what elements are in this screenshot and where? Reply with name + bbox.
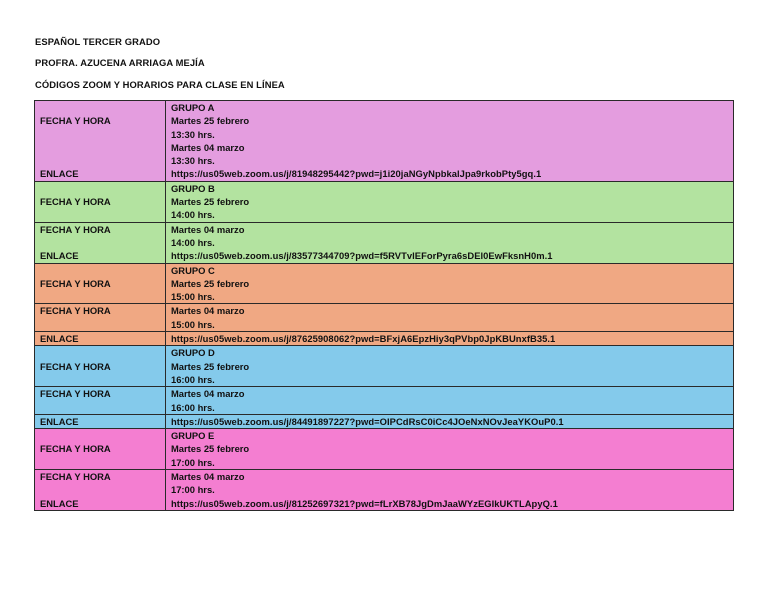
content-cell — [166, 470, 734, 511]
content-cell — [166, 101, 734, 182]
enlace-label: ENLACE — [40, 497, 79, 509]
fecha-hora-label: FECHA Y HORA — [40, 471, 111, 483]
content-cell — [166, 429, 734, 470]
label-cell — [35, 263, 166, 304]
table-row — [35, 387, 734, 415]
table-row — [35, 414, 734, 428]
zoom-link[interactable]: https://us05web.zoom.us/j/83577344709?pwd=f5RVTvlEForPyra6sDEl0EwFksnH0m.1 — [171, 250, 553, 262]
zoom-link[interactable]: https://us05web.zoom.us/j/81252697321?pwd=fLrXB78JgDmJaaWYzEGIkUKTLApyQ.1 — [171, 497, 558, 509]
session2-date: Martes 04 marzo — [171, 141, 245, 153]
session2-date: Martes 04 marzo — [171, 471, 245, 483]
fecha-hora-label: FECHA Y HORA — [40, 196, 111, 208]
group-name: GRUPO E — [171, 430, 215, 442]
document-subtitle: CÓDIGOS ZOOM Y HORARIOS PARA CLASE EN LÍNEA — [35, 79, 285, 90]
fecha-hora-label: FECHA Y HORA — [40, 223, 111, 235]
session1-time: 16:00 hrs. — [171, 373, 215, 385]
group-d-block — [35, 346, 734, 429]
document-title: ESPAÑOL TERCER GRADO — [35, 36, 161, 47]
session1-time: 14:00 hrs. — [171, 209, 215, 221]
session2-time: 13:30 hrs. — [171, 155, 215, 167]
zoom-link[interactable]: https://us05web.zoom.us/j/81948295442?pwd=j1i20jaNGyNpbkalJpa9rkobPty5gq.1 — [171, 168, 542, 180]
label-cell — [35, 222, 166, 263]
session2-time: 16:00 hrs. — [171, 401, 215, 413]
group-name: GRUPO A — [171, 102, 215, 113]
group-e-block — [35, 429, 734, 511]
schedule-table — [34, 100, 734, 511]
fecha-hora-label: FECHA Y HORA — [40, 388, 111, 400]
group-name: GRUPO B — [171, 182, 215, 194]
content-cell — [166, 387, 734, 415]
label-cell — [35, 387, 166, 415]
session1-date: Martes 25 febrero — [171, 196, 250, 208]
content-cell — [166, 414, 734, 428]
label-cell — [35, 346, 166, 387]
table-row — [35, 304, 734, 332]
table-row — [35, 346, 734, 387]
fecha-hora-label: FECHA Y HORA — [40, 360, 111, 372]
enlace-label: ENLACE — [40, 168, 79, 180]
table-row — [35, 181, 734, 222]
label-cell — [35, 332, 166, 346]
zoom-link[interactable]: https://us05web.zoom.us/j/87625908062?pwd=BFxjA6EpzHiy3qPVbp0JpKBUnxfB35.1 — [171, 333, 556, 345]
session2-date: Martes 04 marzo — [171, 388, 245, 400]
table-row — [35, 470, 734, 511]
content-cell — [166, 346, 734, 387]
session1-date: Martes 25 febrero — [171, 115, 250, 127]
table-row — [35, 101, 734, 182]
group-c-block — [35, 263, 734, 346]
session2-date: Martes 04 marzo — [171, 305, 245, 317]
session1-date: Martes 25 febrero — [171, 443, 250, 455]
session1-time: 17:00 hrs. — [171, 456, 215, 468]
session2-time: 15:00 hrs. — [171, 318, 215, 330]
content-cell — [166, 263, 734, 304]
session2-time: 14:00 hrs. — [171, 236, 215, 248]
table-row — [35, 429, 734, 470]
session1-date: Martes 25 febrero — [171, 360, 250, 372]
group-name: GRUPO D — [171, 347, 215, 359]
enlace-label: ENLACE — [40, 250, 79, 262]
session1-time: 13:30 hrs. — [171, 128, 215, 140]
fecha-hora-label: FECHA Y HORA — [40, 115, 111, 127]
enlace-label: ENLACE — [40, 333, 79, 345]
label-cell — [35, 181, 166, 222]
content-cell — [166, 181, 734, 222]
table-row — [35, 222, 734, 263]
fecha-hora-label: FECHA Y HORA — [40, 443, 111, 455]
table-row — [35, 263, 734, 304]
content-cell — [166, 304, 734, 332]
enlace-label: ENLACE — [40, 415, 79, 427]
teacher-name: PROFRA. AZUCENA ARRIAGA MEJÍA — [35, 57, 205, 68]
fecha-hora-label: FECHA Y HORA — [40, 277, 111, 289]
content-cell — [166, 222, 734, 263]
session2-date: Martes 04 marzo — [171, 223, 245, 235]
fecha-hora-label: FECHA Y HORA — [40, 305, 111, 317]
table-row — [35, 332, 734, 346]
label-cell — [35, 101, 166, 182]
zoom-link[interactable]: https://us05web.zoom.us/j/84491897227?pwd=OIPCdRsC0iCc4JOeNxNOvJeaYKOuP0.1 — [171, 415, 564, 427]
session2-time: 17:00 hrs. — [171, 484, 215, 496]
group-a-block — [35, 101, 734, 182]
label-cell — [35, 429, 166, 470]
label-cell — [35, 304, 166, 332]
session1-date: Martes 25 febrero — [171, 277, 250, 289]
group-name: GRUPO C — [171, 264, 215, 276]
content-cell — [166, 332, 734, 346]
session1-time: 15:00 hrs. — [171, 291, 215, 303]
group-b-block — [35, 181, 734, 263]
label-cell — [35, 414, 166, 428]
label-cell — [35, 470, 166, 511]
